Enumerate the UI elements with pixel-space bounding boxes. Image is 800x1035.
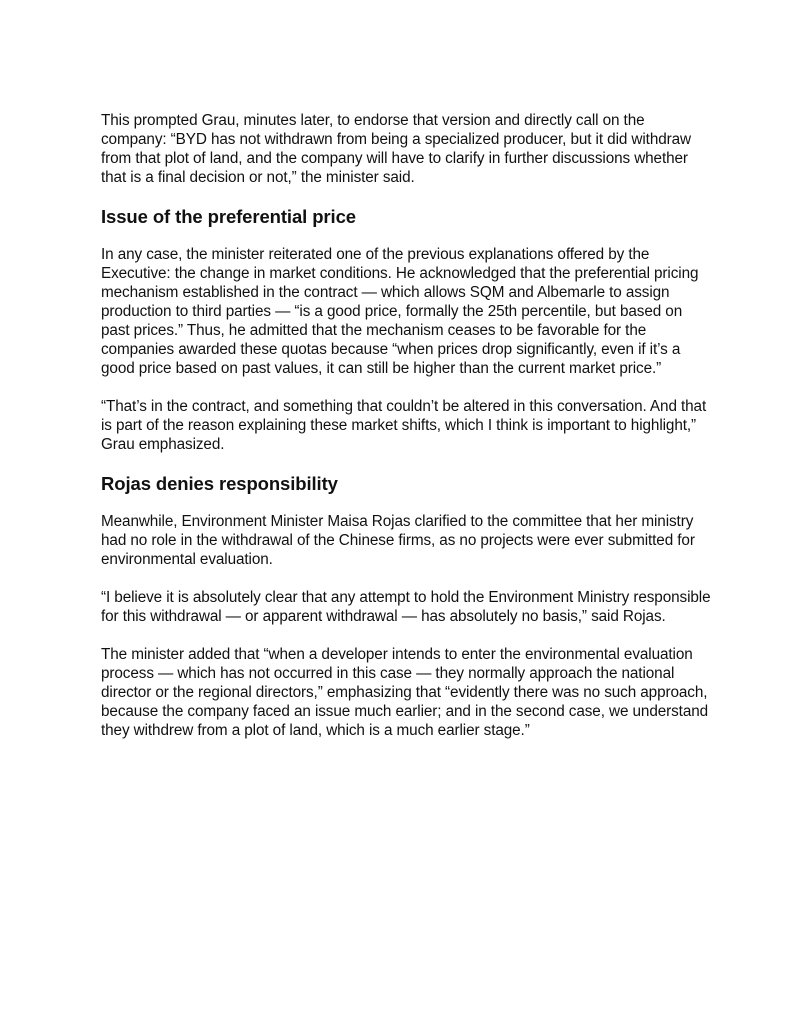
paragraph-rojas-quote: “I believe it is absolutely clear that any attempt to hold the Environment Ministry responsible for this withdrawal — or apparent withdrawal — has absolutely no basis,” said Rojas. xyxy=(101,589,711,625)
paragraph-rojas-clarified: Meanwhile, Environment Minister Maisa Rojas clarified to the committee that her ministry had no role in the withdrawal of the Chinese firms, as no projects were ever submitted for environmental evaluation. xyxy=(101,513,695,568)
paragraph-grau-endorse: This prompted Grau, minutes later, to endorse that version and directly call on the company: “BYD has not withdrawn from being a specialized producer, but it did withdraw from that plot of land, and the company will have to clarify in further discussions whether that is a final decision or not,” the minister said. xyxy=(101,112,691,186)
heading-preferential-price: Issue of the preferential price xyxy=(101,206,356,227)
paragraph-grau-quote: “That’s in the contract, and something that couldn’t be altered in this conversation. And that is part of the reason explaining these market shifts, which I think is important to highlight,” Grau emphasized. xyxy=(101,398,707,453)
document-page xyxy=(101,111,711,759)
paragraph-market-conditions: In any case, the minister reiterated one of the previous explanations offered by the Executive: the change in market conditions. He acknowledged that the preferential pricing mechanism established in the contract — which allows SQM and Albemarle to assign production to third parties — “is a good price, formally the 25th percentile, but based on past prices.” Thus, he admitted that the mechanism ceases to be favorable for the companies awarded these quotas because “when prices drop significantly, even if it’s a good price based on past values, it can still be higher than the current market price.” xyxy=(101,246,699,377)
paragraph-minister-added: The minister added that “when a developer intends to enter the environmental evaluation process — which has not occurred in this case — they normally approach the national director or the regional directors,” emphasizing that “evidently there was no such approach, because the company faced an issue much earlier; and in the second case, we understand they withdrew from a plot of land, which is a much earlier stage.” xyxy=(101,646,709,739)
heading-rojas-responsibility: Rojas denies responsibility xyxy=(101,473,338,494)
